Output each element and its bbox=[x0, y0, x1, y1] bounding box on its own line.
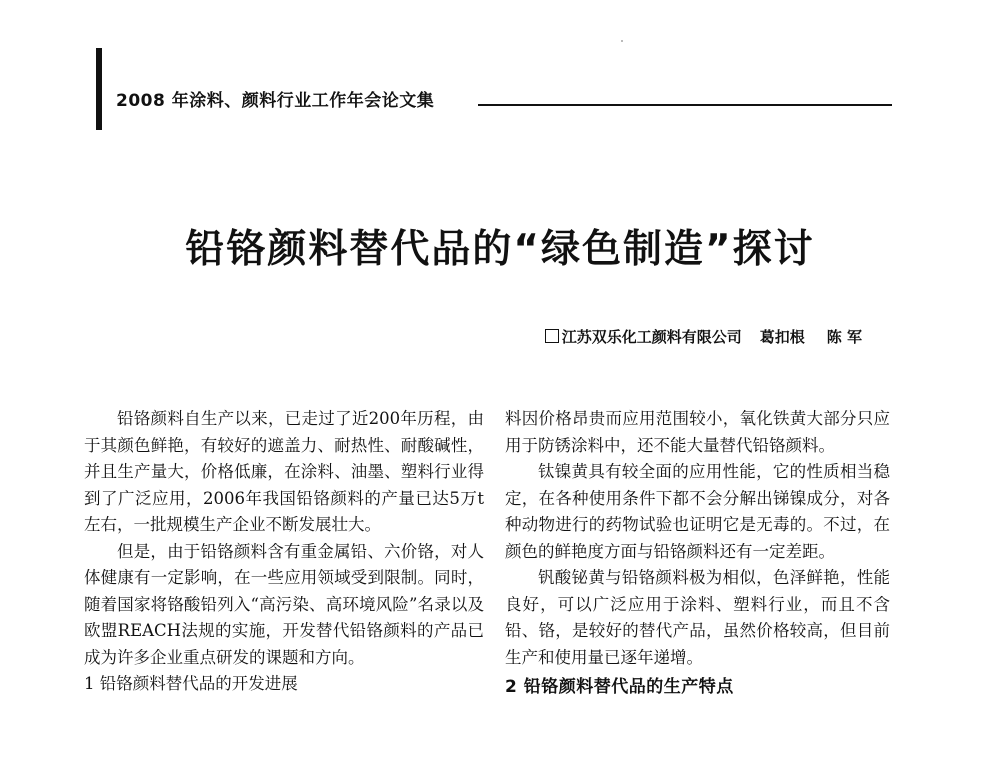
affiliation: 江苏双乐化工颜料有限公司 bbox=[561, 328, 742, 346]
author-1: 葛扣根 bbox=[759, 328, 805, 346]
author-2: 陈 军 bbox=[826, 328, 862, 346]
scan-speck bbox=[621, 40, 623, 42]
right-column bbox=[505, 406, 890, 701]
header-rule bbox=[478, 104, 892, 106]
paragraph: 铅铬颜料自生产以来，已走过了近200年历程，由于其颜色鲜艳，有较好的遮盖力、耐热性、耐酸碱性，并且生产量大，价格低廉，在涂料、油墨、塑料行业得到了广泛应用，2006年我国铅铬颜料的产量已达5万t左右，一批规模生产企业不断发展壮大。 bbox=[84, 409, 484, 534]
author-line bbox=[545, 326, 862, 347]
paper-title: 铅铬颜料替代品的“绿色制造”探讨 bbox=[185, 227, 815, 272]
section-1-heading: 1 铅铬颜料替代品的开发进展 bbox=[84, 674, 298, 693]
header-title: 2008 年涂料、颜料行业工作年会论文集 bbox=[116, 91, 435, 111]
paragraph: 但是，由于铅铬颜料含有重金属铅、六价铬，对人体健康有一定影响，在一些应用领域受到限制。同时，随着国家将铬酸铅列入“高污染、高环境风险”名录以及欧盟REACH法规的实施，开发替代铅铬颜料的产品已成为许多企业重点研发的课题和方向。 bbox=[84, 541, 484, 667]
left-column bbox=[84, 406, 484, 698]
paragraph: 钛镍黄具有较全面的应用性能，它的性质相当稳定，在各种使用条件下都不会分解出锑镍成分，对各种动物进行的药物试验也证明它是无毒的。不过，在颜色的鲜艳度方面与铅铬颜料还有一定差距。 bbox=[505, 462, 890, 561]
section-2-heading: 2 铅铬颜料替代品的生产特点 bbox=[505, 677, 734, 697]
paragraph: 料因价格昂贵而应用范围较小，氧化铁黄大部分只应用于防锈涂料中，还不能大量替代铅铬颜料。 bbox=[505, 409, 890, 455]
header-bar bbox=[96, 48, 102, 130]
paragraph: 钒酸铋黄与铅铬颜料极为相似，色泽鲜艳，性能良好，可以广泛应用于涂料、塑料行业，而且不含铅、铬，是较好的替代产品，虽然价格较高，但目前生产和使用量已逐年递增。 bbox=[505, 568, 890, 667]
square-bullet-icon bbox=[545, 329, 559, 343]
